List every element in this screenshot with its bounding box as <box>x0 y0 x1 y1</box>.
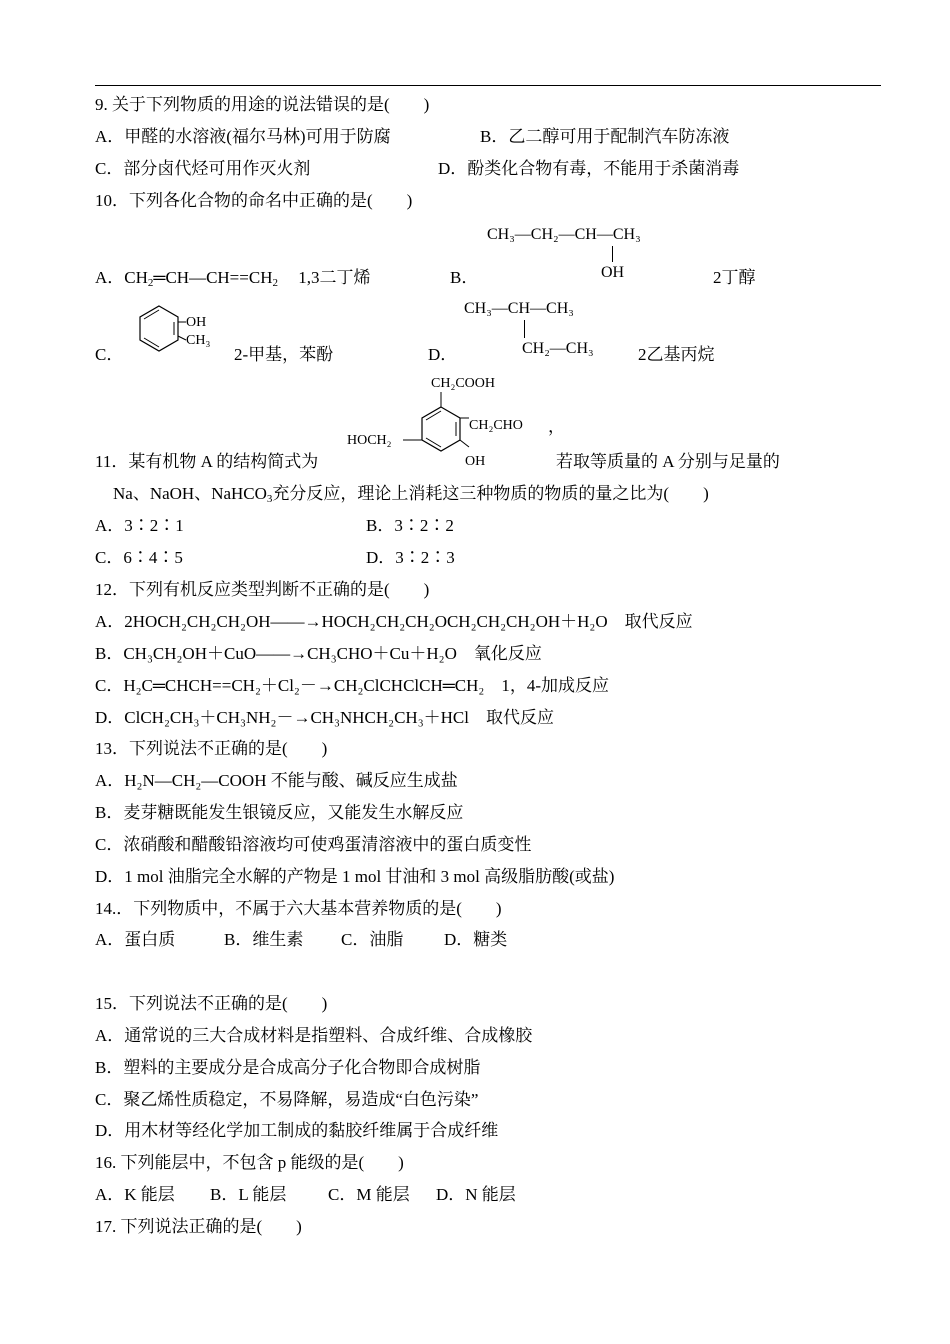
q13-stem: 13．下列说法不正确的是( ) <box>95 739 328 758</box>
q14-option-b: B．维生素 <box>224 930 304 949</box>
q11-stem-b: 若取等质量的 A 分别与足量的 <box>556 452 780 471</box>
q10-d-chain: CH₃—CH—CH₃ <box>464 300 574 317</box>
q15-option-c: C．聚乙烯性质稳定，不易降解，易造成“白色污染” <box>95 1090 479 1109</box>
q9-option-a: A．甲醛的水溶液(福尔马林)可用于防腐 <box>95 127 391 146</box>
q11-structure <box>345 370 565 472</box>
q15-option-a: A．通常说的三大合成材料是指塑料、合成纤维、合成橡胶 <box>95 1026 533 1045</box>
q10-c-structure <box>126 302 226 362</box>
q17-stem: 17. 下列说法正确的是( ) <box>95 1217 302 1236</box>
q15-stem: 15．下列说法不正确的是( ) <box>95 994 328 1013</box>
q10-a-name: 1,3二丁烯 <box>298 268 371 287</box>
q11-sub-top: CH₂COOH <box>431 376 495 391</box>
q11-stem-a: 11．某有机物 A 的结构简式为 <box>95 452 319 471</box>
q11-option-a: A．3∶2∶1 <box>95 516 184 535</box>
q9-stem: 9. 关于下列物质的用途的说法错误的是( ) <box>95 95 430 114</box>
q13-option-b: B．麦芽糖既能发生银镜反应，又能发生水解反应 <box>95 803 464 822</box>
q13-option-c: C．浓硝酸和醋酸铅溶液均可使鸡蛋清溶液中的蛋白质变性 <box>95 835 532 854</box>
q12-option-a: A．2HOCH₂CH₂CH₂OH——→HOCH₂CH₂CH₂OCH₂CH₂CH₂OH＋H₂O 取代反应 <box>95 612 693 631</box>
q12-stem: 12．下列有机反应类型判断不正确的是( ) <box>95 580 430 599</box>
q11-sub-right: CH₂CHO <box>469 418 523 433</box>
q10-d-label: D． <box>428 345 458 364</box>
q10-b-chain: CH₃—CH₂—CH—CH₃ <box>487 226 641 243</box>
q14-stem: 14.．下列物质中，不属于六大基本营养物质的是( ) <box>95 899 502 918</box>
q11-comma: ， <box>548 417 565 436</box>
q10-c-ch3: CH₃ <box>186 333 211 348</box>
q15-option-d: D．用木材等经化学加工制成的黏胶纤维属于合成纤维 <box>95 1121 499 1140</box>
q14-option-a: A．蛋白质 <box>95 930 176 949</box>
q9-option-b: B．乙二醇可用于配制汽车防冻液 <box>480 127 730 146</box>
q10-b-bond <box>612 246 613 262</box>
q10-b-label: B． <box>450 268 479 287</box>
q16-option-c: C．M 能层 <box>328 1185 410 1204</box>
header-rule <box>95 85 881 86</box>
q11-stem-c2: 充分反应，理论上消耗这三种物质的物质的量之比为( ) <box>272 484 709 503</box>
q10-d-bond <box>524 320 525 338</box>
q10-d-branch: CH₂—CH₃ <box>522 340 594 357</box>
q12-option-c: C．H₂C═CHCH==CH₂＋Cl₂－→CH₂ClCHClCH═CH₂ 1，4-加成反应 <box>95 676 610 695</box>
q9-option-d: D．酚类化合物有毒，不能用于杀菌消毒 <box>438 159 740 178</box>
q11-option-c: C．6∶4∶5 <box>95 548 183 567</box>
q10-a-formula-2: ═CH—CH==CH <box>153 268 273 287</box>
q12-option-b: B．CH₃CH₂OH＋CuO——→CH₃CHO＋Cu＋H₂O 氧化反应 <box>95 644 542 663</box>
q11-option-d: D．3∶2∶3 <box>366 548 455 567</box>
q10-a-formula-1: CH <box>124 268 148 287</box>
q16-option-b: B．L 能层 <box>210 1185 287 1204</box>
q14-option-d: D．糖类 <box>444 930 508 949</box>
q11-option-b: B．3∶2∶2 <box>366 516 454 535</box>
q12-option-d: D．ClCH₂CH₃＋CH₃NH₂－→CH₃NHCH₂CH₃＋HCl 取代反应 <box>95 708 554 727</box>
q15-option-b: B．塑料的主要成分是合成高分子化合物即合成树脂 <box>95 1058 481 1077</box>
q13-option-a: A．H₂N—CH₂—COOH 不能与酸、碱反应生成盐 <box>95 771 458 790</box>
q11-stem-c: Na、NaOH、NaHCO$_3$充分反应，理论上消耗这三种物质的物质的量之比为( ) <box>113 484 709 505</box>
q10-c-name: 2-甲基，苯酚 <box>234 345 334 364</box>
q10-d-name: 2乙基丙烷 <box>638 345 715 364</box>
q10-c-label: C． <box>95 345 124 364</box>
q10-b-name: 2丁醇 <box>713 268 756 287</box>
q10-option-a: A．$CH_2═CH—CH==CH_2$ 1,3二丁烯 <box>95 268 371 289</box>
q16-option-d: D．N 能层 <box>436 1185 516 1204</box>
q9-option-c: C．部分卤代烃可用作灭火剂 <box>95 159 311 178</box>
q10-c-oh: OH <box>186 315 207 330</box>
q14-option-c: C．油脂 <box>341 930 404 949</box>
q13-option-d: D．1 mol 油脂完全水解的产物是 1 mol 甘油和 3 mol 高级脂肪酸(或盐) <box>95 867 615 886</box>
q10-a-label: A． <box>95 268 125 287</box>
q11-stem-c1: Na、NaOH、NaHCO <box>113 484 267 503</box>
q11-sub-left: HOCH₂ <box>347 433 392 448</box>
q10-b-oh: OH <box>601 264 625 281</box>
q10-stem: 10．下列各化合物的命名中正确的是( ) <box>95 191 413 210</box>
q11-sub-bottom: OH <box>465 454 486 469</box>
q16-option-a: A．K 能层 <box>95 1185 175 1204</box>
q16-stem: 16. 下列能层中，不包含 p 能级的是( ) <box>95 1153 404 1172</box>
